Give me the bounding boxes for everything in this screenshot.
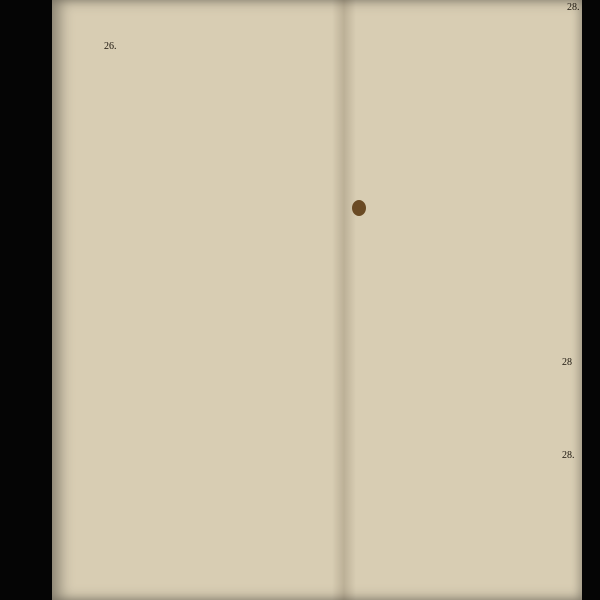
right-column-text (338, 0, 566, 600)
margin-number-left: 26. (104, 41, 117, 52)
book-page (52, 0, 582, 600)
margin-number-right-top: 28. (567, 2, 580, 13)
margin-number-right-middle: 28 (562, 357, 572, 368)
left-column-text (120, 0, 326, 600)
margin-number-right-lower: 28. (562, 450, 575, 461)
